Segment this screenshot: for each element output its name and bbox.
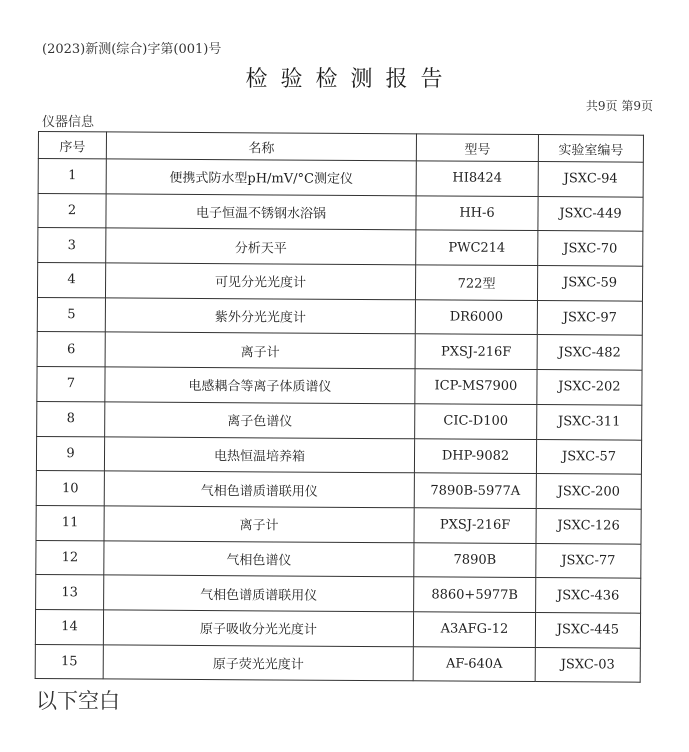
cell-model: PXSJ-216F — [415, 334, 537, 369]
cell-model: DHP-9082 — [414, 438, 536, 473]
table-row — [37, 367, 642, 405]
cell-model: HI8424 — [416, 161, 538, 196]
cell-model: 7890B-5977A — [414, 473, 536, 508]
cell-name: 原子吸收分光光度计 — [103, 610, 413, 647]
cell-lab-id: JSXC-445 — [535, 612, 640, 647]
cell-name: 电子恒温不锈钢水浴锅 — [106, 194, 416, 231]
cell-lab-id: JSXC-202 — [537, 370, 642, 405]
table-header-row — [38, 132, 643, 163]
cell-lab-id: JSXC-449 — [538, 196, 643, 231]
cell-serial: 3 — [38, 228, 106, 263]
cell-lab-id: JSXC-97 — [537, 300, 642, 335]
table-row — [37, 297, 642, 335]
cell-model: ICP-MS7900 — [415, 369, 537, 404]
cell-lab-id: JSXC-70 — [538, 231, 643, 266]
page-info: 共9页 第9页 — [585, 99, 653, 113]
cell-lab-id: JSXC-200 — [536, 474, 641, 509]
cell-serial: 2 — [38, 193, 106, 228]
cell-model: 722型 — [415, 265, 537, 300]
table-row — [38, 159, 643, 197]
table-row — [37, 332, 642, 370]
cell-serial: 7 — [37, 367, 105, 402]
cell-name: 紫外分光光度计 — [105, 298, 415, 335]
cell-name: 离子计 — [104, 506, 414, 543]
table-row — [36, 471, 641, 509]
cell-serial: 6 — [37, 332, 105, 367]
cell-lab-id: JSXC-94 — [538, 162, 643, 197]
cell-serial: 11 — [36, 505, 104, 540]
cell-serial: 5 — [37, 297, 105, 332]
cell-name: 原子荧光光度计 — [103, 645, 413, 682]
cell-model: 8860+5977B — [414, 577, 536, 612]
cell-name: 分析天平 — [106, 228, 416, 265]
cell-model: PXSJ-216F — [414, 508, 536, 543]
section-title-instrument-info: 仪器信息 — [42, 115, 95, 130]
cell-model: AF-640A — [413, 646, 535, 681]
cell-name: 电热恒温培养箱 — [104, 436, 414, 473]
cell-lab-id: JSXC-03 — [535, 647, 640, 682]
cell-serial: 14 — [35, 609, 103, 644]
table-row — [36, 540, 641, 578]
cell-model: A3AFG-12 — [413, 612, 535, 647]
column-header-name: 名称 — [106, 132, 416, 161]
cell-model: PWC214 — [416, 230, 538, 265]
cell-lab-id: JSXC-126 — [536, 508, 641, 543]
cell-model: HH-6 — [416, 195, 538, 230]
table-row — [36, 505, 641, 543]
table-body — [35, 159, 643, 683]
cell-serial: 1 — [38, 159, 106, 194]
cell-name: 离子计 — [105, 332, 415, 369]
table-row — [36, 575, 641, 613]
table-row — [37, 401, 642, 439]
cell-serial: 15 — [35, 644, 103, 679]
report-title: 检验检测报告 — [245, 67, 456, 92]
cell-name: 便携式防水型pH/mV/°C测定仪 — [106, 159, 416, 196]
cell-name: 离子色谱仪 — [105, 402, 415, 439]
cell-serial: 12 — [36, 540, 104, 575]
cell-serial: 13 — [36, 575, 104, 610]
cell-name: 气相色谱质谱联用仪 — [104, 471, 414, 508]
table-row — [35, 609, 640, 647]
cell-serial: 10 — [36, 471, 104, 506]
column-header-model: 型号 — [416, 134, 538, 162]
cell-lab-id: JSXC-311 — [537, 404, 642, 439]
cell-serial: 4 — [37, 263, 105, 298]
cell-lab-id: JSXC-77 — [536, 543, 641, 578]
cell-name: 气相色谱仪 — [104, 540, 414, 577]
cell-model: 7890B — [414, 542, 536, 577]
cell-serial: 9 — [36, 436, 104, 471]
cell-serial: 8 — [37, 401, 105, 436]
cell-lab-id: JSXC-482 — [537, 335, 642, 370]
cell-name: 气相色谱质谱联用仪 — [104, 575, 414, 612]
column-header-serial: 序号 — [38, 132, 106, 159]
table-row — [35, 644, 640, 682]
table-row — [38, 228, 643, 266]
cell-name: 可见分光光度计 — [105, 263, 415, 300]
table-row — [36, 436, 641, 474]
document-number: (2023)新测(综合)字第(001)号 — [42, 42, 222, 57]
instrument-table — [35, 131, 644, 683]
cell-model: CIC-D100 — [415, 404, 537, 439]
table-row — [38, 193, 643, 231]
table-row — [37, 263, 642, 301]
cell-model: DR6000 — [415, 300, 537, 335]
end-of-content-note: 以下空白 — [36, 689, 120, 713]
cell-lab-id: JSXC-59 — [537, 266, 642, 301]
column-header-lab-id: 实验室编号 — [538, 135, 643, 163]
cell-lab-id: JSXC-436 — [536, 578, 641, 613]
cell-lab-id: JSXC-57 — [536, 439, 641, 474]
cell-name: 电感耦合等离子体质谱仪 — [105, 367, 415, 404]
